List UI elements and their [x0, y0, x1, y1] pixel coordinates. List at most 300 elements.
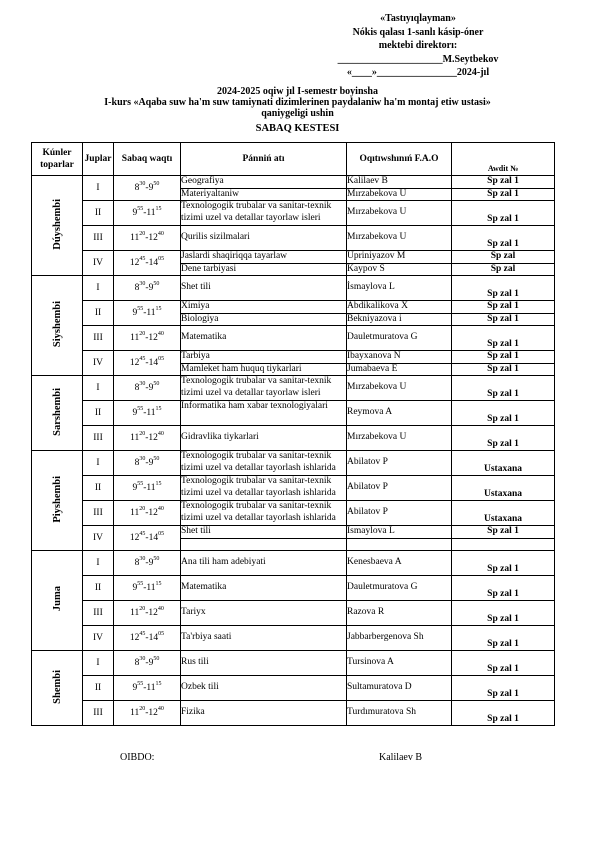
- teacher-cell: [347, 326, 452, 351]
- time-start-sup: 45: [139, 256, 146, 262]
- subject-name: Informatika ham xabar texnologiyalari: [181, 401, 328, 411]
- table-row: [32, 501, 555, 526]
- time-start: 11: [130, 708, 140, 718]
- time-start-sup: 45: [139, 631, 146, 637]
- teacher-name: Abilatov P: [347, 457, 388, 468]
- table-row: [32, 426, 555, 451]
- teacher-name: Abilatov P: [347, 482, 388, 493]
- table-row: [32, 326, 555, 351]
- table-row: [32, 301, 555, 326]
- teacher-name: Dauletmuratova G: [347, 582, 418, 593]
- time-start: 8: [134, 658, 140, 668]
- time-start: 9: [132, 583, 138, 593]
- subject-cell: [181, 226, 347, 251]
- table-row: [32, 176, 555, 201]
- time-end: 9: [148, 558, 154, 568]
- table-row: [32, 526, 555, 551]
- day-label: Piyshembi: [51, 475, 63, 523]
- subject-name: Gidravlika tiykarlari: [181, 432, 259, 443]
- time-end: 9: [148, 658, 154, 668]
- room-label: Sp zal 1: [452, 526, 554, 539]
- time-end: 11: [146, 308, 156, 318]
- subject-cell: [181, 576, 347, 601]
- lesson-time: $9^{55}-11^{15}$: [114, 476, 181, 501]
- day-cell: [32, 176, 83, 276]
- teacher-name: Tursinova A: [347, 657, 394, 668]
- subject-cell: [181, 526, 347, 551]
- column-header-room: Awdit №: [452, 143, 555, 176]
- teacher-cell: [347, 451, 452, 476]
- teacher-cell: [347, 701, 452, 726]
- time-end: 11: [146, 583, 156, 593]
- pair-number: III: [83, 426, 114, 451]
- subject-cell: [181, 451, 347, 476]
- time-start-sup: 30: [139, 281, 146, 287]
- teacher-name: Kalilaev B: [347, 176, 451, 189]
- room-cell: [452, 301, 555, 326]
- time-end: 14: [148, 633, 159, 643]
- teacher-name: Bekniyazova i: [347, 313, 402, 324]
- lesson-time: $11^{20}-12^{40}$: [114, 326, 181, 351]
- time-end-sup: 05: [158, 631, 165, 637]
- subject-cell: [181, 401, 347, 426]
- time-end: 12: [148, 508, 158, 518]
- subject-cell: [181, 651, 347, 676]
- time-end-sup: 15: [155, 206, 162, 212]
- time-start: 8: [134, 283, 140, 293]
- teacher-name: İsmaylova L: [347, 282, 395, 293]
- time-end-sup: 15: [155, 581, 162, 587]
- time-end: 11: [146, 208, 156, 218]
- time-end-sup: 50: [153, 281, 160, 287]
- room-cell: [452, 401, 555, 426]
- subject-name: Rus tili: [181, 657, 209, 668]
- teacher-name: İsmaylova L: [347, 526, 451, 539]
- time-start: 12: [129, 358, 140, 368]
- room-cell: [452, 251, 555, 276]
- time-end-sup: 15: [155, 681, 162, 687]
- time-end: 14: [148, 358, 159, 368]
- time-start: 8: [134, 183, 140, 193]
- room-cell: [452, 376, 555, 401]
- subject-cell: [181, 251, 347, 276]
- lesson-time: $11^{20}-12^{40}$: [114, 501, 181, 526]
- subject-cell: [181, 201, 347, 226]
- teacher-name: Abdikalikova X: [347, 301, 451, 314]
- teacher-name: Mırzabekova U: [347, 232, 407, 243]
- room-label: Sp zal 1: [487, 289, 519, 299]
- time-start: 8: [134, 458, 140, 468]
- lesson-time: $12^{45}-14^{05}$: [114, 251, 181, 276]
- time-end-sup: 15: [155, 406, 162, 412]
- time-start-sup: 45: [139, 531, 146, 537]
- approval-position: mektebi direktorı:: [378, 40, 458, 51]
- pair-number: I: [83, 376, 114, 401]
- teacher-name: Razova R: [347, 607, 385, 618]
- room-label: Sp zal: [490, 263, 516, 274]
- teacher-cell: [347, 276, 452, 301]
- subject-cell: [181, 376, 347, 401]
- subject-cell: [181, 301, 347, 326]
- subject-name: Geografiya: [181, 176, 346, 189]
- room-label: Sp zal 1: [487, 639, 519, 649]
- time-end: 12: [148, 333, 158, 343]
- time-end-sup: 15: [155, 306, 162, 312]
- lesson-time: $11^{20}-12^{40}$: [114, 226, 181, 251]
- time-start: 11: [130, 608, 140, 618]
- subject-name: Texnologogik trubalar va sanitar-texnik tizimi uzel va detallar tayorlash ishlarida: [181, 501, 336, 523]
- time-start-sup: 20: [139, 706, 146, 712]
- approval-signature: _____________________M.Seytbekov: [337, 53, 499, 65]
- table-row: [32, 601, 555, 626]
- subject-name: Shet tili: [181, 282, 211, 293]
- table-row: [32, 551, 555, 576]
- day-label: Siyshembi: [51, 300, 63, 348]
- teacher-cell: [347, 301, 452, 326]
- time-end: 12: [148, 608, 158, 618]
- room-label: Sp zal 1: [487, 339, 519, 349]
- teacher-cell: [347, 551, 452, 576]
- time-start-sup: 20: [139, 331, 146, 337]
- time-start-sup: 30: [139, 181, 146, 187]
- time-end-sup: 40: [157, 606, 164, 612]
- time-start-sup: 55: [137, 406, 144, 412]
- teacher-name: Kenesbaeva A: [347, 557, 402, 568]
- table-row: [32, 626, 555, 651]
- document-header: [0, 86, 595, 134]
- pair-number: IV: [83, 251, 114, 276]
- room-label: Sp zal 1: [487, 239, 519, 249]
- time-end: 12: [148, 233, 158, 243]
- lesson-time: $8^{30}-9^{50}$: [114, 551, 181, 576]
- room-cell: [452, 501, 555, 526]
- teacher-cell: [347, 376, 452, 401]
- time-end-sup: 40: [157, 506, 164, 512]
- teacher-cell: [347, 426, 452, 451]
- subject-cell: [181, 551, 347, 576]
- room-label: Sp zal 1: [487, 363, 519, 374]
- pair-number: I: [83, 651, 114, 676]
- lesson-time: $9^{55}-11^{15}$: [114, 301, 181, 326]
- pair-number: II: [83, 401, 114, 426]
- subject-name: Ta'rbiya saati: [181, 632, 232, 643]
- teacher-name: Dauletmuratova G: [347, 332, 418, 343]
- subject-name: Tariyx: [181, 607, 206, 618]
- room-label: Sp zal 1: [487, 188, 519, 199]
- subject-cell: [181, 501, 347, 526]
- teacher-cell: [347, 651, 452, 676]
- day-label: Shembi: [51, 669, 63, 704]
- room-cell: [452, 476, 555, 501]
- teacher-name: Turdımuratova Sh: [347, 707, 417, 718]
- room-label: Sp zal: [452, 251, 554, 264]
- room-cell: [452, 701, 555, 726]
- room-label: Sp zal 1: [487, 214, 519, 224]
- lesson-time: $9^{55}-11^{15}$: [114, 676, 181, 701]
- time-start: 8: [134, 558, 140, 568]
- teacher-name: Abilatov P: [347, 507, 388, 518]
- time-start-sup: 55: [137, 581, 144, 587]
- subject-cell: [181, 426, 347, 451]
- pair-number: III: [83, 226, 114, 251]
- teacher-name: [347, 539, 451, 551]
- pair-number: II: [83, 301, 114, 326]
- room-label: Ustaxana: [483, 489, 522, 499]
- time-end: 12: [148, 433, 158, 443]
- subject-name: [181, 539, 346, 551]
- room-label: Sp zal 1: [452, 176, 554, 189]
- teacher-cell: [347, 676, 452, 701]
- room-label: Sp zal 1: [487, 589, 519, 599]
- room-cell: [452, 451, 555, 476]
- teacher-name: Mırzabekova U: [347, 382, 407, 393]
- room-label: Sp zal 1: [487, 313, 519, 324]
- teacher-cell: [347, 251, 452, 276]
- time-end: 14: [148, 258, 159, 268]
- pair-number: IV: [83, 526, 114, 551]
- pair-number: III: [83, 501, 114, 526]
- day-label: Dúyshembi: [51, 198, 63, 250]
- room-cell: [452, 176, 555, 201]
- subject-name: Matematika: [181, 582, 227, 593]
- time-start: 11: [130, 333, 140, 343]
- time-start-sup: 30: [139, 456, 146, 462]
- time-start-sup: 20: [139, 431, 146, 437]
- day-label: Sarshembi: [51, 387, 63, 436]
- table-row: [32, 451, 555, 476]
- room-label: Ustaxana: [483, 464, 522, 474]
- teacher-cell: [347, 526, 452, 551]
- subject-name: Jaslardi shaqiriqqa tayarlaw: [181, 251, 346, 264]
- time-end: 14: [148, 533, 159, 543]
- room-cell: [452, 351, 555, 376]
- column-header-time: Sabaq waqtı: [114, 143, 181, 176]
- time-start: 12: [129, 633, 140, 643]
- subject-cell: [181, 351, 347, 376]
- room-label: Sp zal 1: [452, 301, 554, 314]
- room-label: Sp zal 1: [487, 414, 519, 424]
- schedule-table: [31, 142, 555, 726]
- lesson-time: $12^{45}-14^{05}$: [114, 526, 181, 551]
- teacher-name: Jabbarbergenova Sh: [347, 632, 424, 643]
- teacher-name: Jumabaeva E: [347, 363, 398, 374]
- time-end-sup: 05: [158, 356, 165, 362]
- time-start: 12: [129, 258, 140, 268]
- teacher-cell: [347, 576, 452, 601]
- subject-cell: [181, 276, 347, 301]
- time-start: 9: [132, 208, 138, 218]
- table-row: [32, 226, 555, 251]
- time-start-sup: 30: [139, 381, 146, 387]
- teacher-cell: [347, 226, 452, 251]
- day-cell: [32, 276, 83, 376]
- time-start: 11: [130, 433, 140, 443]
- room-label: Ustaxana: [483, 514, 522, 524]
- room-cell: [452, 276, 555, 301]
- subject-cell: [181, 476, 347, 501]
- time-end: 9: [148, 183, 154, 193]
- pair-number: I: [83, 451, 114, 476]
- room-cell: [452, 326, 555, 351]
- teacher-cell: [347, 476, 452, 501]
- room-label: Sp zal 1: [487, 689, 519, 699]
- room-cell: [452, 676, 555, 701]
- lesson-time: $8^{30}-9^{50}$: [114, 451, 181, 476]
- header-semester: 2024-2025 oqiw jıl I-semestr boyinsha: [217, 86, 378, 97]
- teacher-name: Kaypov S: [347, 263, 385, 274]
- table-row: [32, 351, 555, 376]
- pair-number: IV: [83, 626, 114, 651]
- teacher-cell: [347, 351, 452, 376]
- day-cell: [32, 651, 83, 726]
- room-label: Sp zal 1: [487, 389, 519, 399]
- lesson-time: $12^{45}-14^{05}$: [114, 351, 181, 376]
- day-cell: [32, 376, 83, 451]
- subject-name: Qurilis sizilmalari: [181, 232, 250, 243]
- time-end-sup: 40: [157, 331, 164, 337]
- room-label: Sp zal 1: [487, 714, 519, 724]
- table-row: [32, 676, 555, 701]
- time-end: 11: [146, 408, 156, 418]
- header-course: I-kurs «Aqaba suw ha'm suw tamiynati dizimlerinen paydalaniw ha'm montaj etiw ustasi»: [104, 97, 491, 108]
- teacher-name: Reymova A: [347, 407, 393, 418]
- teacher-cell: [347, 501, 452, 526]
- time-end: 11: [146, 483, 156, 493]
- subject-cell: [181, 326, 347, 351]
- teacher-cell: [347, 401, 452, 426]
- time-end: 9: [148, 458, 154, 468]
- time-end: 9: [148, 383, 154, 393]
- time-start: 12: [129, 533, 140, 543]
- lesson-time: $12^{45}-14^{05}$: [114, 626, 181, 651]
- subject-name: Tarbiya: [181, 351, 346, 364]
- time-end: 11: [146, 683, 156, 693]
- pair-number: II: [83, 576, 114, 601]
- room-label: Sp zal 1: [487, 614, 519, 624]
- approval-school: Nókis qalası 1-sanlı kásip-óner: [352, 26, 484, 38]
- time-end-sup: 40: [157, 706, 164, 712]
- time-end-sup: 50: [153, 381, 160, 387]
- time-start: 11: [130, 508, 140, 518]
- subject-name: Ana tili ham adebiyati: [181, 557, 266, 568]
- time-end-sup: 50: [153, 456, 160, 462]
- time-start: 9: [132, 483, 138, 493]
- header-specialty: qaniygeligi ushin: [261, 108, 334, 119]
- time-start-sup: 55: [137, 681, 144, 687]
- subject-name: Materiyaltaniw: [181, 188, 240, 199]
- lesson-time: $11^{20}-12^{40}$: [114, 701, 181, 726]
- column-header-teacher: Oqıtıwshınıń F.A.O: [347, 143, 452, 176]
- table-row: [32, 576, 555, 601]
- lesson-time: $8^{30}-9^{50}$: [114, 376, 181, 401]
- time-start: 8: [134, 383, 140, 393]
- time-start-sup: 55: [137, 306, 144, 312]
- table-row: [32, 401, 555, 426]
- time-end-sup: 05: [158, 256, 165, 262]
- teacher-name: Sultamuratova D: [347, 682, 412, 693]
- time-start-sup: 20: [139, 606, 146, 612]
- teacher-cell: [347, 626, 452, 651]
- pair-number: III: [83, 326, 114, 351]
- time-start-sup: 45: [139, 356, 146, 362]
- time-end-sup: 05: [158, 531, 165, 537]
- room-cell: [452, 576, 555, 601]
- subject-name: Mamleket ham huquq tiykarlari: [181, 363, 302, 374]
- pair-number: I: [83, 551, 114, 576]
- subject-name: Matematika: [181, 332, 227, 343]
- lesson-time: $8^{30}-9^{50}$: [114, 276, 181, 301]
- lesson-time: $9^{55}-11^{15}$: [114, 401, 181, 426]
- room-label: Sp zal 1: [487, 439, 519, 449]
- pair-number: IV: [83, 351, 114, 376]
- pair-number: III: [83, 701, 114, 726]
- subject-name: Fizika: [181, 707, 205, 718]
- time-end: 9: [148, 283, 154, 293]
- room-cell: [452, 201, 555, 226]
- subject-name: Texnologogik trubalar va sanitar-texnik tizimi uzel va detallar tayorlaw isleri: [181, 201, 332, 223]
- subject-cell: [181, 601, 347, 626]
- pair-number: I: [83, 176, 114, 201]
- pair-number: II: [83, 476, 114, 501]
- room-cell: [452, 626, 555, 651]
- approval-heading: «Tastıyıqlayman»: [380, 13, 456, 24]
- subject-cell: [181, 676, 347, 701]
- subject-name: Ximiya: [181, 301, 346, 314]
- teacher-name: Mırzabekova U: [347, 188, 407, 199]
- pair-number: II: [83, 201, 114, 226]
- room-cell: [452, 526, 555, 551]
- subject-cell: [181, 176, 347, 201]
- day-cell: [32, 451, 83, 551]
- subject-name: Texnologogik trubalar va sanitar-texnik tizimi uzel va detallar tayorlash ishlarida: [181, 476, 336, 498]
- teacher-name: Mırzabekova U: [347, 432, 407, 443]
- table-header-row: [32, 143, 555, 176]
- day-label: Juma: [51, 586, 63, 612]
- subject-name: Ozbek tili: [181, 682, 219, 693]
- lesson-time: $8^{30}-9^{50}$: [114, 176, 181, 201]
- room-cell: [452, 551, 555, 576]
- time-end-sup: 40: [157, 431, 164, 437]
- lesson-time: $9^{55}-11^{15}$: [114, 201, 181, 226]
- room-cell: [452, 601, 555, 626]
- table-row: [32, 201, 555, 226]
- time-end-sup: 40: [157, 231, 164, 237]
- time-end-sup: 50: [153, 556, 160, 562]
- pair-number: III: [83, 601, 114, 626]
- time-end-sup: 50: [153, 656, 160, 662]
- subject-name: Biologiya: [181, 313, 219, 324]
- room-label: Sp zal 1: [452, 351, 554, 364]
- time-start-sup: 55: [137, 206, 144, 212]
- approval-date: «____»________________2024-jıl: [346, 67, 490, 78]
- room-label: Sp zal 1: [487, 564, 519, 574]
- room-label: Sp zal 1: [487, 664, 519, 674]
- subject-name: Texnologogik trubalar va sanitar-texnik tizimi uzel va detallar tayorlash ishlarida: [181, 451, 336, 473]
- teacher-name: Mırzabekova U: [347, 207, 407, 218]
- time-start-sup: 30: [139, 656, 146, 662]
- lesson-time: $11^{20}-12^{40}$: [114, 426, 181, 451]
- lesson-time: $9^{55}-11^{15}$: [114, 576, 181, 601]
- pair-number: II: [83, 676, 114, 701]
- room-cell: [452, 426, 555, 451]
- room-label: [452, 539, 554, 551]
- approval-block: [303, 12, 533, 80]
- pair-number: I: [83, 276, 114, 301]
- table-row: [32, 376, 555, 401]
- day-cell: [32, 551, 83, 651]
- table-row: [32, 251, 555, 276]
- time-start-sup: 20: [139, 506, 146, 512]
